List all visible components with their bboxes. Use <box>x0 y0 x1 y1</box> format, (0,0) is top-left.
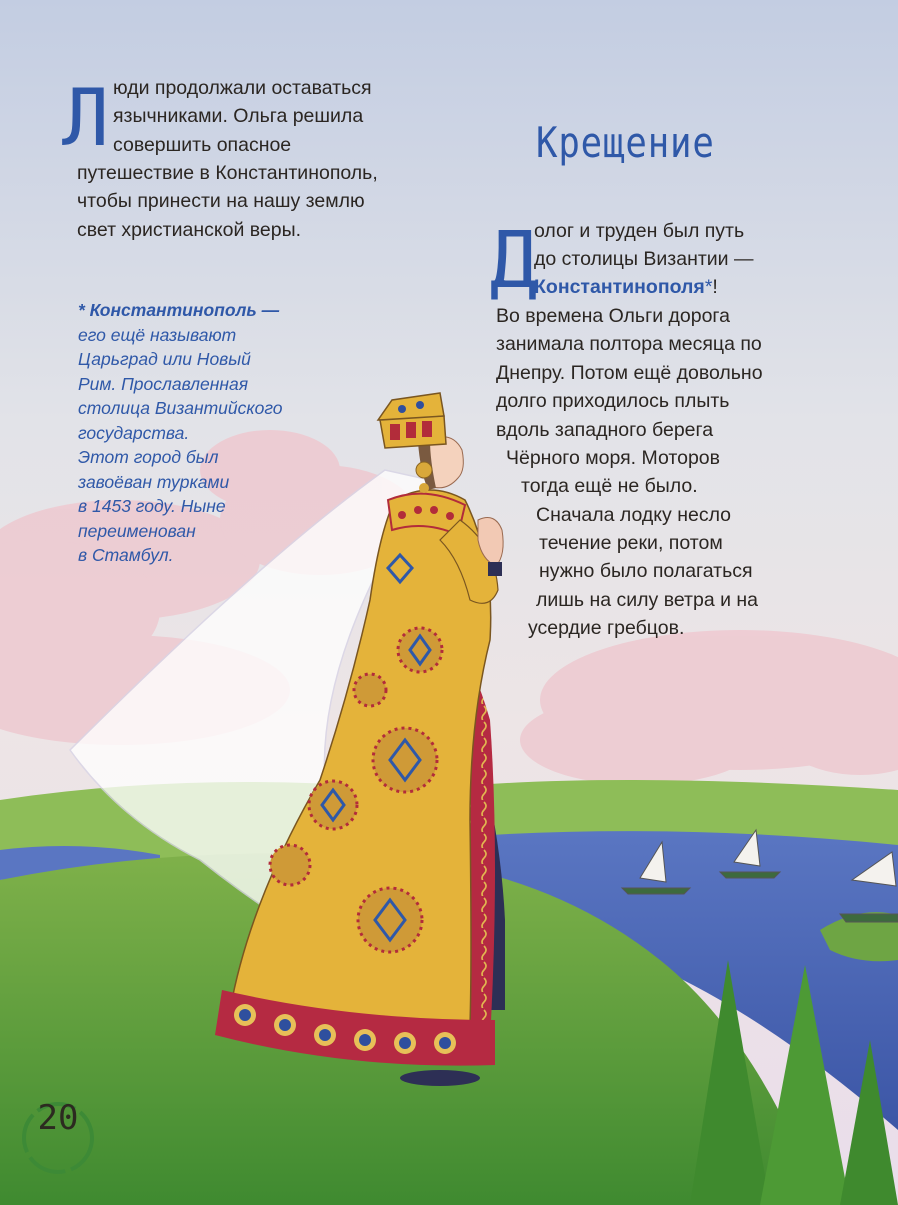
footnote-line: государства. <box>78 422 190 443</box>
main-line-9: Чёрного моря. Моторов <box>506 447 721 469</box>
main-drop-cap: Д <box>490 216 537 306</box>
main-line-8: вдоль западного берега <box>496 419 714 441</box>
main-line-6: Днепру. Потом ещё довольно <box>496 362 763 384</box>
chapter-heading: Крещение <box>536 118 715 167</box>
footnote-line: столица Византийского <box>78 398 283 418</box>
intro-line-2: язычниками. Ольга решила <box>113 105 364 127</box>
footnote-line: в 1453 году. Ныне <box>78 496 226 516</box>
intro-line-1: юди продолжали оставаться <box>113 77 372 99</box>
main-line-15: усердие гребцов. <box>528 617 685 639</box>
main-line-12: течение реки, потом <box>539 532 723 554</box>
footnote <box>78 298 338 568</box>
intro-line-6: свет христианской веры. <box>77 219 302 241</box>
footnote-term: * Константинополь — <box>78 300 280 320</box>
footnote-marker: * <box>704 276 713 298</box>
main-line-10: тогда ещё не было. <box>521 475 698 497</box>
main-line-4: Во времена Ольги дорога <box>496 305 730 327</box>
main-line-2: до столицы Византии — <box>534 248 754 270</box>
footnote-line: переименован <box>78 520 196 541</box>
intro-line-4: путешествие в Константинополь, <box>77 162 378 184</box>
intro-drop-cap: Л <box>62 74 109 164</box>
main-line-11: Сначала лодку несло <box>536 504 732 526</box>
exclamation: ! <box>712 276 718 298</box>
footnote-line: Царьград или Новый <box>78 349 251 369</box>
page-number: 20 <box>37 1098 79 1138</box>
main-line-14: лишь на силу ветра и на <box>536 589 759 611</box>
intro-line-3: совершить опасное <box>113 134 292 156</box>
footnote-line: в Стамбул. <box>78 545 174 565</box>
footnote-line: Рим. Прославленная <box>78 373 249 394</box>
main-line-3 <box>534 273 718 302</box>
main-line-13: нужно было полагаться <box>539 560 753 582</box>
footnote-line: его ещё называют <box>78 324 237 345</box>
intro-line-5: чтобы принести на нашу землю <box>77 190 365 212</box>
main-line-5: занимала полтора месяца по <box>496 333 762 355</box>
keyword-constantinople: Константинополя <box>534 276 705 298</box>
main-line-7: долго приходилось плыть <box>496 390 730 412</box>
main-line-1: олог и труден был путь <box>534 220 745 242</box>
footnote-line: завоёван турками <box>78 471 230 492</box>
footnote-line: Этот город был <box>78 447 219 467</box>
